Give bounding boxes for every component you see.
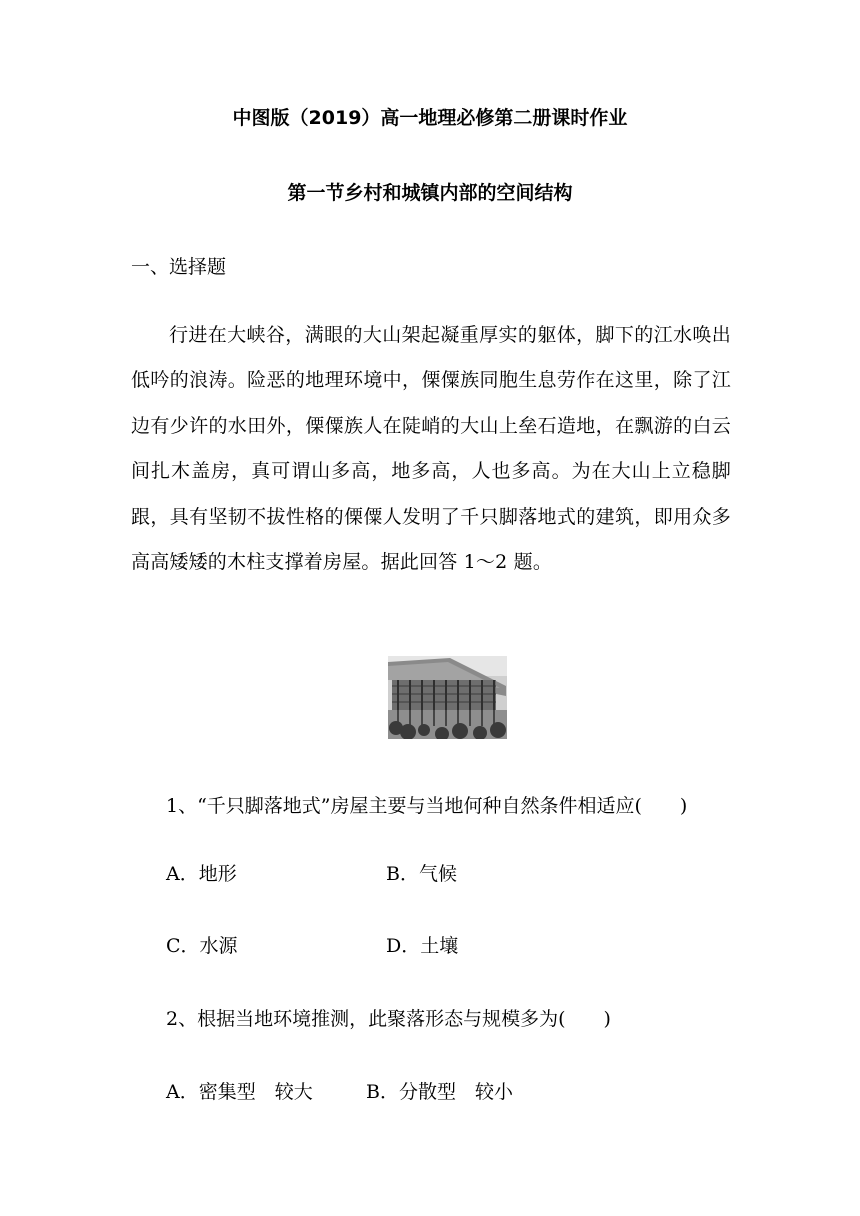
question-1-option-b: B．气候 — [386, 863, 457, 885]
question-2-option-a: A．密集型 较大 — [166, 1081, 313, 1103]
stilt-house-photo — [388, 656, 507, 739]
question-2-stem: 2、根据当地环境推测，此聚落形态与规模多为( ) — [166, 1008, 611, 1030]
section-title: 第一节乡村和城镇内部的空间结构 — [287, 182, 573, 204]
passage-paragraph: 行进在大峡谷，满眼的大山架起凝重厚实的躯体，脚下的江水唤出低吟的浪涛。险恶的地理环境中，傈僳族同胞生息劳作在这里，除了江边有少许的水田外，傈僳族人在陡峭的大山上垒石造地，在飘游的白云间扎木盖房，真可谓山多高，地多高，人也多高。为在大山上立稳脚跟，具有坚韧不拔性格的傈僳人发明了千只脚落地式的建筑，即用众多高高矮矮的木柱支撑着房屋。据此回答 1～2 题。 — [131, 324, 731, 574]
document-title: 中图版（2019）高一地理必修第二册课时作业 — [232, 107, 628, 129]
question-1-option-c: C．水源 — [166, 935, 238, 957]
question-1-option-a: A．地形 — [166, 863, 237, 885]
question-2-option-b: B．分散型 较小 — [366, 1081, 513, 1103]
question-1-option-d: D．土壤 — [386, 935, 459, 957]
part-heading: 一、选择题 — [131, 256, 227, 278]
question-1-stem: 1、“千只脚落地式”房屋主要与当地何种自然条件相适应( ) — [166, 795, 688, 817]
